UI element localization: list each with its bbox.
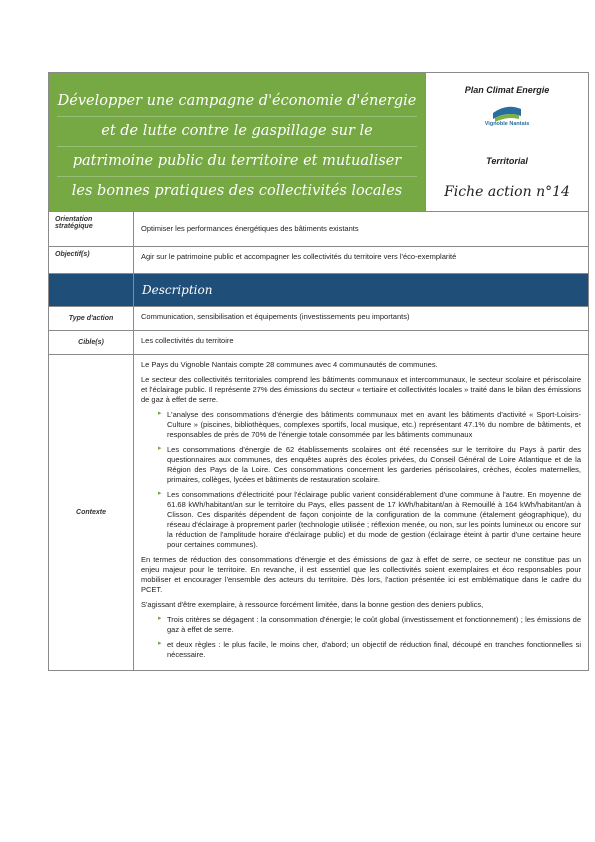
description-bar-left: [49, 274, 134, 306]
contexte-row: [49, 355, 588, 670]
contexte-label: Contexte: [49, 355, 134, 670]
paragraph: S'agissant d'être exemplaire, à ressource forcément limitée, dans la bonne gestion des deniers publics,: [141, 600, 484, 609]
description-title: Description: [134, 274, 588, 306]
paragraph: Le secteur des collectivités territoriales comprend les bâtiments communaux et intercommunaux, le secteur scolaire et périscolaire et l'éclairage public. Il représente 27% des émissions du secteur « tertiaire et collectivités locales » traité dans le bilan des émissions de gaz à effet de serre.: [141, 375, 581, 404]
paragraph: En termes de réduction des consommations d'énergie et des émissions de gaz à effet de serre, ce secteur ne constitue pas un enjeu majeur pour le territoire. En revanche, il est essentiel que les collectivités soient exemplaires et éco responsables pour mobiliser et encourager l'ensemble des acteurs du territoire. Dès lors, l'action présentée ici est emblématique dans le cadre du PCET.: [141, 555, 581, 594]
cible-label: Cible(s): [49, 331, 134, 354]
orientation-value: Optimiser les performances énergétiques des bâtiments existants: [141, 224, 359, 233]
title-line: et de lutte contre le gaspillage sur le: [57, 117, 417, 147]
sheet-header: [49, 73, 588, 212]
vignoble-logo-icon: [489, 103, 525, 137]
logo-text: Vignoble Nantais: [484, 121, 530, 127]
title-line: patrimoine public du territoire et mutualiser: [57, 147, 417, 177]
territorial-label: Territorial: [486, 156, 528, 166]
type-value: Communication, sensibilisation et équipements (investissements peu importants): [141, 312, 410, 321]
fiche-number: Fiche action n°14: [444, 184, 570, 200]
title-line: Développer une campagne d'économie d'énergie: [57, 87, 417, 117]
sheet-title: [49, 73, 426, 211]
bullet-item: ▸ et deux règles : le plus facile, le moins cher, d'abord; un objectif de réduction final, découpé en tranches fonctionnelles si nécessaire.: [141, 640, 581, 660]
objectifs-label: Objectif(s): [49, 247, 134, 273]
bullet-item: ▸ L'analyse des consommations d'énergie des bâtiments communaux met en avant les bâtiments d'activité « Sport-Loisirs-Culture » (piscines, bibliothèques, complexes sportifs, local musique, etc.) représentant 47.1% du nombre de bâtiments, et responsables de près de 70% de l'énergie totale consommée par les bâtiments communaux: [141, 410, 581, 440]
description-bar: [49, 274, 588, 307]
title-line: les bonnes pratiques des collectivités locales: [71, 183, 403, 199]
orientation-label: Orientation stratégique: [49, 212, 134, 246]
objectifs-row: [49, 247, 588, 274]
action-sheet: [48, 72, 589, 671]
type-row: [49, 307, 588, 331]
plan-label: Plan Climat Energie: [464, 85, 550, 95]
header-side-panel: [426, 73, 588, 211]
cible-row: [49, 331, 588, 355]
type-label: Type d'action: [49, 307, 134, 330]
bullet-item: ▸ Trois critères se dégagent : la consommation d'énergie; le coût global (investissement et fonctionnement) ; les émissions de gaz à effet de serre.: [141, 615, 581, 635]
bullet-item: ▸ Les consommations d'électricité pour l'éclairage public varient considérablement d'une commune à l'autre. En moyenne de 61.68 kWh/habitant/an sur le territoire du Pays, elles passent de 17 kWh/habitant/an à Remouillé à 164 kWh/habitant/an à Clisson. Ces disparités dépendent de façon conjointe de la configuration de la commune (étalement géographique), du réseau d'éclairage à proprement parler (technologie utilisée ; réflexion menée, ou non, sur les points lumineux ou encore sur la réduction de l'amplitude horaire d'éclairage public) et du mode de gestion (éclairage éteint à partir d'une certaine heure pour certaines communes).: [141, 490, 581, 550]
contexte-content: [134, 355, 588, 670]
bullet-item: ▸ Les consommations d'énergie de 62 établissements scolaires ont été recensées sur le territoire du Pays à partir des questionnaires aux communes, des enquêtes auprès des écoles privées, du Conseil Général de Loire Atlantique et de la Région des Pays de la Loire. Ces consommations concernent les garderies périscolaires, crèches, écoles maternelles, primaires, collèges, lycées et bâtiments de restauration scolaire.: [141, 445, 581, 485]
paragraph: Le Pays du Vignoble Nantais compte 28 communes avec 4 communautés de communes.: [141, 360, 438, 369]
objectifs-value: Agir sur le patrimoine public et accompagner les collectivités du territoire vers l'éco-exemplarité: [141, 252, 457, 261]
cible-value: Les collectivités du territoire: [141, 336, 234, 345]
orientation-row: [49, 212, 588, 247]
